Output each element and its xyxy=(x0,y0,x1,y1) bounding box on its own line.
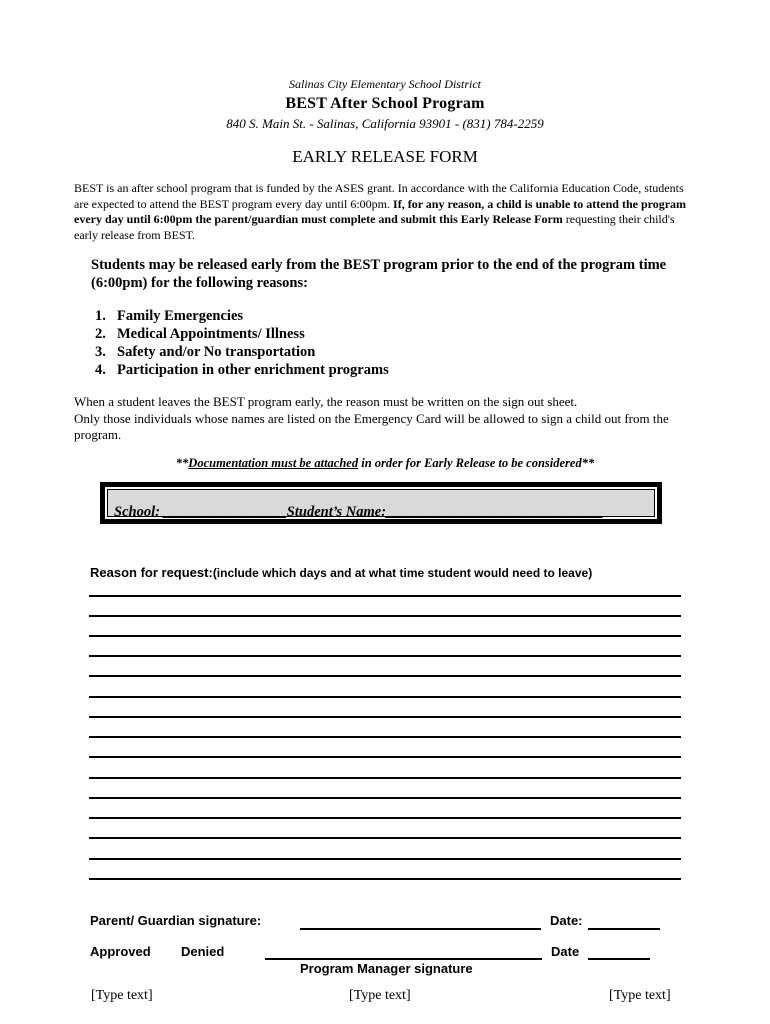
release-statement: Students may be released early from the BEST program prior to the end of the program time (6:00pm) for the following reasons: xyxy=(91,257,667,291)
intro-tail: requesting their child's early release from BEST. xyxy=(74,212,675,242)
school-label: School: xyxy=(114,504,160,520)
district-name: Salinas City Elementary School District xyxy=(289,77,481,91)
approved-option[interactable]: Approved xyxy=(90,944,151,959)
list-item: 2. Medical Appointments/ Illness xyxy=(95,326,305,342)
documentation-note: **Documentation must be attached in order for Early Release to be considered** xyxy=(175,456,595,470)
reason-line[interactable] xyxy=(89,635,681,637)
student-name-field[interactable]: ______________________________ xyxy=(386,504,604,520)
form-title: EARLY RELEASE FORM xyxy=(292,147,478,166)
intro-bold: If, for any reason, a child is unable to attend the program every day until 6:00pm the parent/guardian must complete and submit this Early Release Form xyxy=(74,196,687,226)
reason-line[interactable] xyxy=(89,797,681,799)
date-line-1[interactable] xyxy=(588,928,660,930)
date-label-2: Date xyxy=(551,944,580,959)
denied-option[interactable]: Denied xyxy=(181,944,225,959)
date-label-1: Date: xyxy=(550,913,583,928)
signout-note xyxy=(74,394,714,444)
school-field[interactable]: _________________ xyxy=(163,504,287,520)
parent-signature-line[interactable] xyxy=(300,928,541,930)
reason-line[interactable] xyxy=(89,777,681,779)
note-line-1: When a student leaves the BEST program early, the reason must be written on the sign out sheet. xyxy=(74,394,578,409)
reason-line[interactable] xyxy=(89,878,681,880)
footer-center: [Type text] xyxy=(349,988,411,1003)
reasons-list xyxy=(95,307,389,379)
reason-line[interactable] xyxy=(89,736,681,738)
reason-request-hint: (include which days and at what time student would need to leave) xyxy=(212,566,593,580)
note-line-2: Only those individuals whose names are listed on the Emergency Card will be allowed to sign a child out from the program. xyxy=(74,410,669,442)
list-item: 1. Family Emergencies xyxy=(95,308,244,324)
list-item: 3. Safety and/or No transportation xyxy=(95,344,316,360)
reason-request-label: Reason for request:(include which days and at what time student would need to leave) xyxy=(90,565,593,580)
list-item: 4. Participation in other enrichment programs xyxy=(95,362,389,378)
program-name: BEST After School Program xyxy=(285,95,485,112)
documentation-underlined: Documentation must be attached xyxy=(188,456,359,470)
reason-line[interactable] xyxy=(89,817,681,819)
intro-paragraph xyxy=(74,181,694,243)
reason-line[interactable] xyxy=(89,858,681,860)
student-info-box xyxy=(100,482,662,524)
reason-line[interactable] xyxy=(89,595,681,597)
footer-right: [Type text] xyxy=(609,988,671,1003)
student-name-label: Student’s Name: xyxy=(286,504,387,520)
program-address: 840 S. Main St. - Salinas, California 93901 - (831) 784-2259 xyxy=(226,116,544,131)
reason-line[interactable] xyxy=(89,716,681,718)
reason-line[interactable] xyxy=(89,655,681,657)
reason-line[interactable] xyxy=(89,696,681,698)
manager-signature-label: Program Manager signature xyxy=(300,961,473,976)
footer-left: [Type text] xyxy=(91,988,153,1003)
parent-signature-label: Parent/ Guardian signature: xyxy=(90,913,262,928)
date-line-2[interactable] xyxy=(588,958,650,960)
reason-line[interactable] xyxy=(89,615,681,617)
reason-line[interactable] xyxy=(89,756,681,758)
intro-plain: BEST is an after school program that is funded by the ASES grant. In accordance with the California Education Code, students are expected to attend the BEST program every day until 6:00pm. xyxy=(74,181,684,211)
reason-line[interactable] xyxy=(89,675,681,677)
manager-signature-line[interactable] xyxy=(265,958,542,960)
reason-line[interactable] xyxy=(89,837,681,839)
